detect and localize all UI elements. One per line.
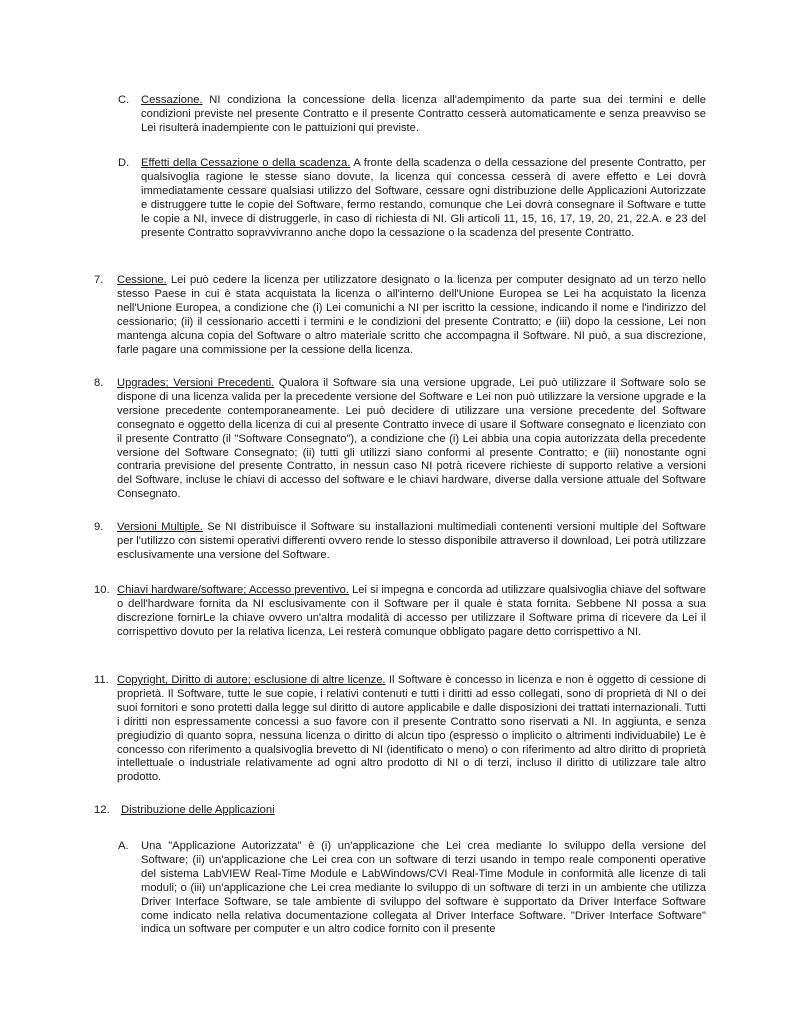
section-title: Versioni Multiple.: [117, 521, 203, 533]
section-chiavi: [117, 584, 706, 640]
section-body: Lei può cedere la licenza per utilizzatore designato o la licenza per computer designato ad un terzo nello stesso Paese in cui è stata acquistata la licenza o all'interno dell'Unione Europea se Lei ha acquistato la licenza nell'Unione Europea, a condizione che (i) Lei comunichi a NI per iscritto la cessione, indicando il nome e l'indirizzo del cessionario; (ii) il cessionario accetti i termini e le condizioni del presente Contratto; e (iii) dopo la cessione, Lei non mantenga alcuna copia del Software o altro materiale scritto che accompagna il Software. NI può, a sua discrezione, farle pagare una commissione per la cessione della licenza.: [117, 274, 706, 356]
section-marker: 7.: [94, 274, 104, 286]
section-body: Una "Applicazione Autorizzata" è (i) un'applicazione che Lei crea mediante lo sviluppo della versione del Software; (ii) un'applicazione che Lei crea con un software di terzi usando in tempo reale componenti operative del sistema LabVIEW Real-Time Module e LabWindows/CVI Real-Time Module in conformità alle licenze di tali moduli; o (iii) un'applicazione che Lei crea mediante lo sviluppo di un software di terzi in un ambiente che utilizza Driver Interface Software, se tale ambiente di sviluppo del software è supportato da Driver Interface Software come indicato nella relativa documentazione collegata al Driver Interface Software. "Driver Interface Software" indica un software per computer e un altro codice fornito con il presente: [141, 840, 706, 936]
section-marker: C.: [118, 94, 130, 106]
section-marker: 10.: [94, 584, 110, 596]
section-body: Qualora il Software sia una versione upgrade, Lei può utilizzare il Software solo se dispone di una licenza valida per la precedente versione del Software e Lei non può utilizzare la versione upgrade e la versione precedente contemporaneamente. Lei può decidere di utilizzare una versione precedente del Software consegnato e oggetto della licenza di cui al presente Contratto invece di usare il Software consegnato e licenziato con il presente Contratto (il "Software Consegnato"), a condizione che (i) Lei abbia una copia autorizzata della precedente versione del Software Consegnato; (ii) tutti gli utilizzi siano conformi al presente Contratto; e (iii) nonostante ogni contraria previsione del presente Contratto, in nessun caso NI potrà ricevere richieste di supporto relative a versioni del Software, incluse le chiavi di accesso del software e le chiavi hardware, diverse dalla versione attuale del Software Consegnato.: [117, 377, 706, 501]
section-effetti-cessazione: [141, 157, 706, 240]
section-title: Upgrades; Versioni Precedenti.: [117, 377, 275, 389]
section-marker: 8.: [94, 377, 104, 389]
section-distribuzione: [121, 804, 706, 818]
section-marker: A.: [118, 840, 129, 852]
section-applicazione-autorizzata: [141, 840, 706, 937]
section-upgrades: [117, 377, 706, 502]
section-body: Lei si impegna e concorda ad utilizzare qualsivoglia chiave del software o dell'hardware fornita da NI esclusivamente con il Software per il quale è stata fornita. Sebbene NI possa a sua discrezione fornirLe la chiave ovvero un'altra modalità di accesso per utilizzare il Software prima di ricevere da Lei il corrispettivo dovuto per la relativa licenza, Lei resterà comunque obbligato pagare detto corrispettivo a NI.: [117, 584, 706, 638]
section-title: Distribuzione delle Applicazioni: [121, 804, 275, 816]
section-cessazione: [141, 94, 706, 136]
section-versioni-multiple: [117, 521, 706, 563]
section-title: Chiavi hardware/software; Accesso preventivo.: [117, 584, 349, 596]
section-body: Il Software è concesso in licenza e non è oggetto di cessione di proprietà. Il Software, tutte le sue copie, i relativi contenuti e tutti i diritti ad esso collegati, sono di proprietà di NI o dei suoi fornitori e sono protetti dalla legge sul diritto di autore applicabile e dalle disposizioni dei trattati internazionali. Tutti i diritti non espressamente concessi a suo favore con il presente Contratto sono riservati a NI. In aggiunta, e senza pregiudizio di quanto sopra, nessuna licenza o diritto di alcun tipo (espresso o implicito o altrimenti individuabile) Le è concesso con riferimento a qualsivoglia brevetto di NI (identificato o meno) o con riferimento ad altro diritto di proprietà intellettuale o industriale relativamente ad ogni altro prodotto di NI o di terzi, incluso il diritto di utilizzare tale altro prodotto.: [117, 674, 706, 784]
section-marker: D.: [118, 157, 130, 169]
section-title: Cessazione.: [141, 94, 203, 106]
section-body: NI condiziona la concessione della licenza all'adempimento da parte sua dei termini e delle condizioni previste nel presente Contratto e il presente Contratto cesserà automaticamente e senza preavviso se Lei risulterà inadempiente con le pattuizioni qui previste.: [141, 94, 706, 134]
section-cessione: [117, 274, 706, 357]
section-copyright: [117, 674, 706, 785]
section-marker: 12.: [94, 804, 110, 816]
section-marker: 9.: [94, 521, 104, 533]
section-title: Copyright, Diritto di autore; esclusione di altre licenze.: [117, 674, 386, 686]
section-title: Effetti della Cessazione o della scadenza.: [141, 157, 351, 169]
section-marker: 11.: [94, 674, 109, 686]
section-title: Cessione.: [117, 274, 167, 286]
section-body: A fronte della scadenza o della cessazione del presente Contratto, per qualsivoglia ragione le stesse siano dovute, la licenza qui concessa cesserà di avere effetto e Lei dovrà immediatamente cessare qualsiasi utilizzo del Software, cessare ogni distribuzione delle Applicazioni Autorizzate e distruggere tutte le copie del Software, fermo restando, comunque che Lei dovrà consegnare il Software e tutte le copie a NI, invece di distruggerle, in caso di richiesta di NI. Gli articoli 11, 15, 16, 17, 19, 20, 21, 22.A. e 23 del presente Contratto sopravvivranno anche dopo la cessazione o la scadenza del presente Contratto.: [141, 157, 706, 239]
section-body: Se NI distribuisce il Software su installazioni multimediali contenenti versioni multiple del Software per l'utilizzo con sistemi operativi differenti ovvero rende lo stesso disponibile attraverso il download, Lei potrà utilizzare esclusivamente una versione del Software.: [117, 521, 706, 561]
